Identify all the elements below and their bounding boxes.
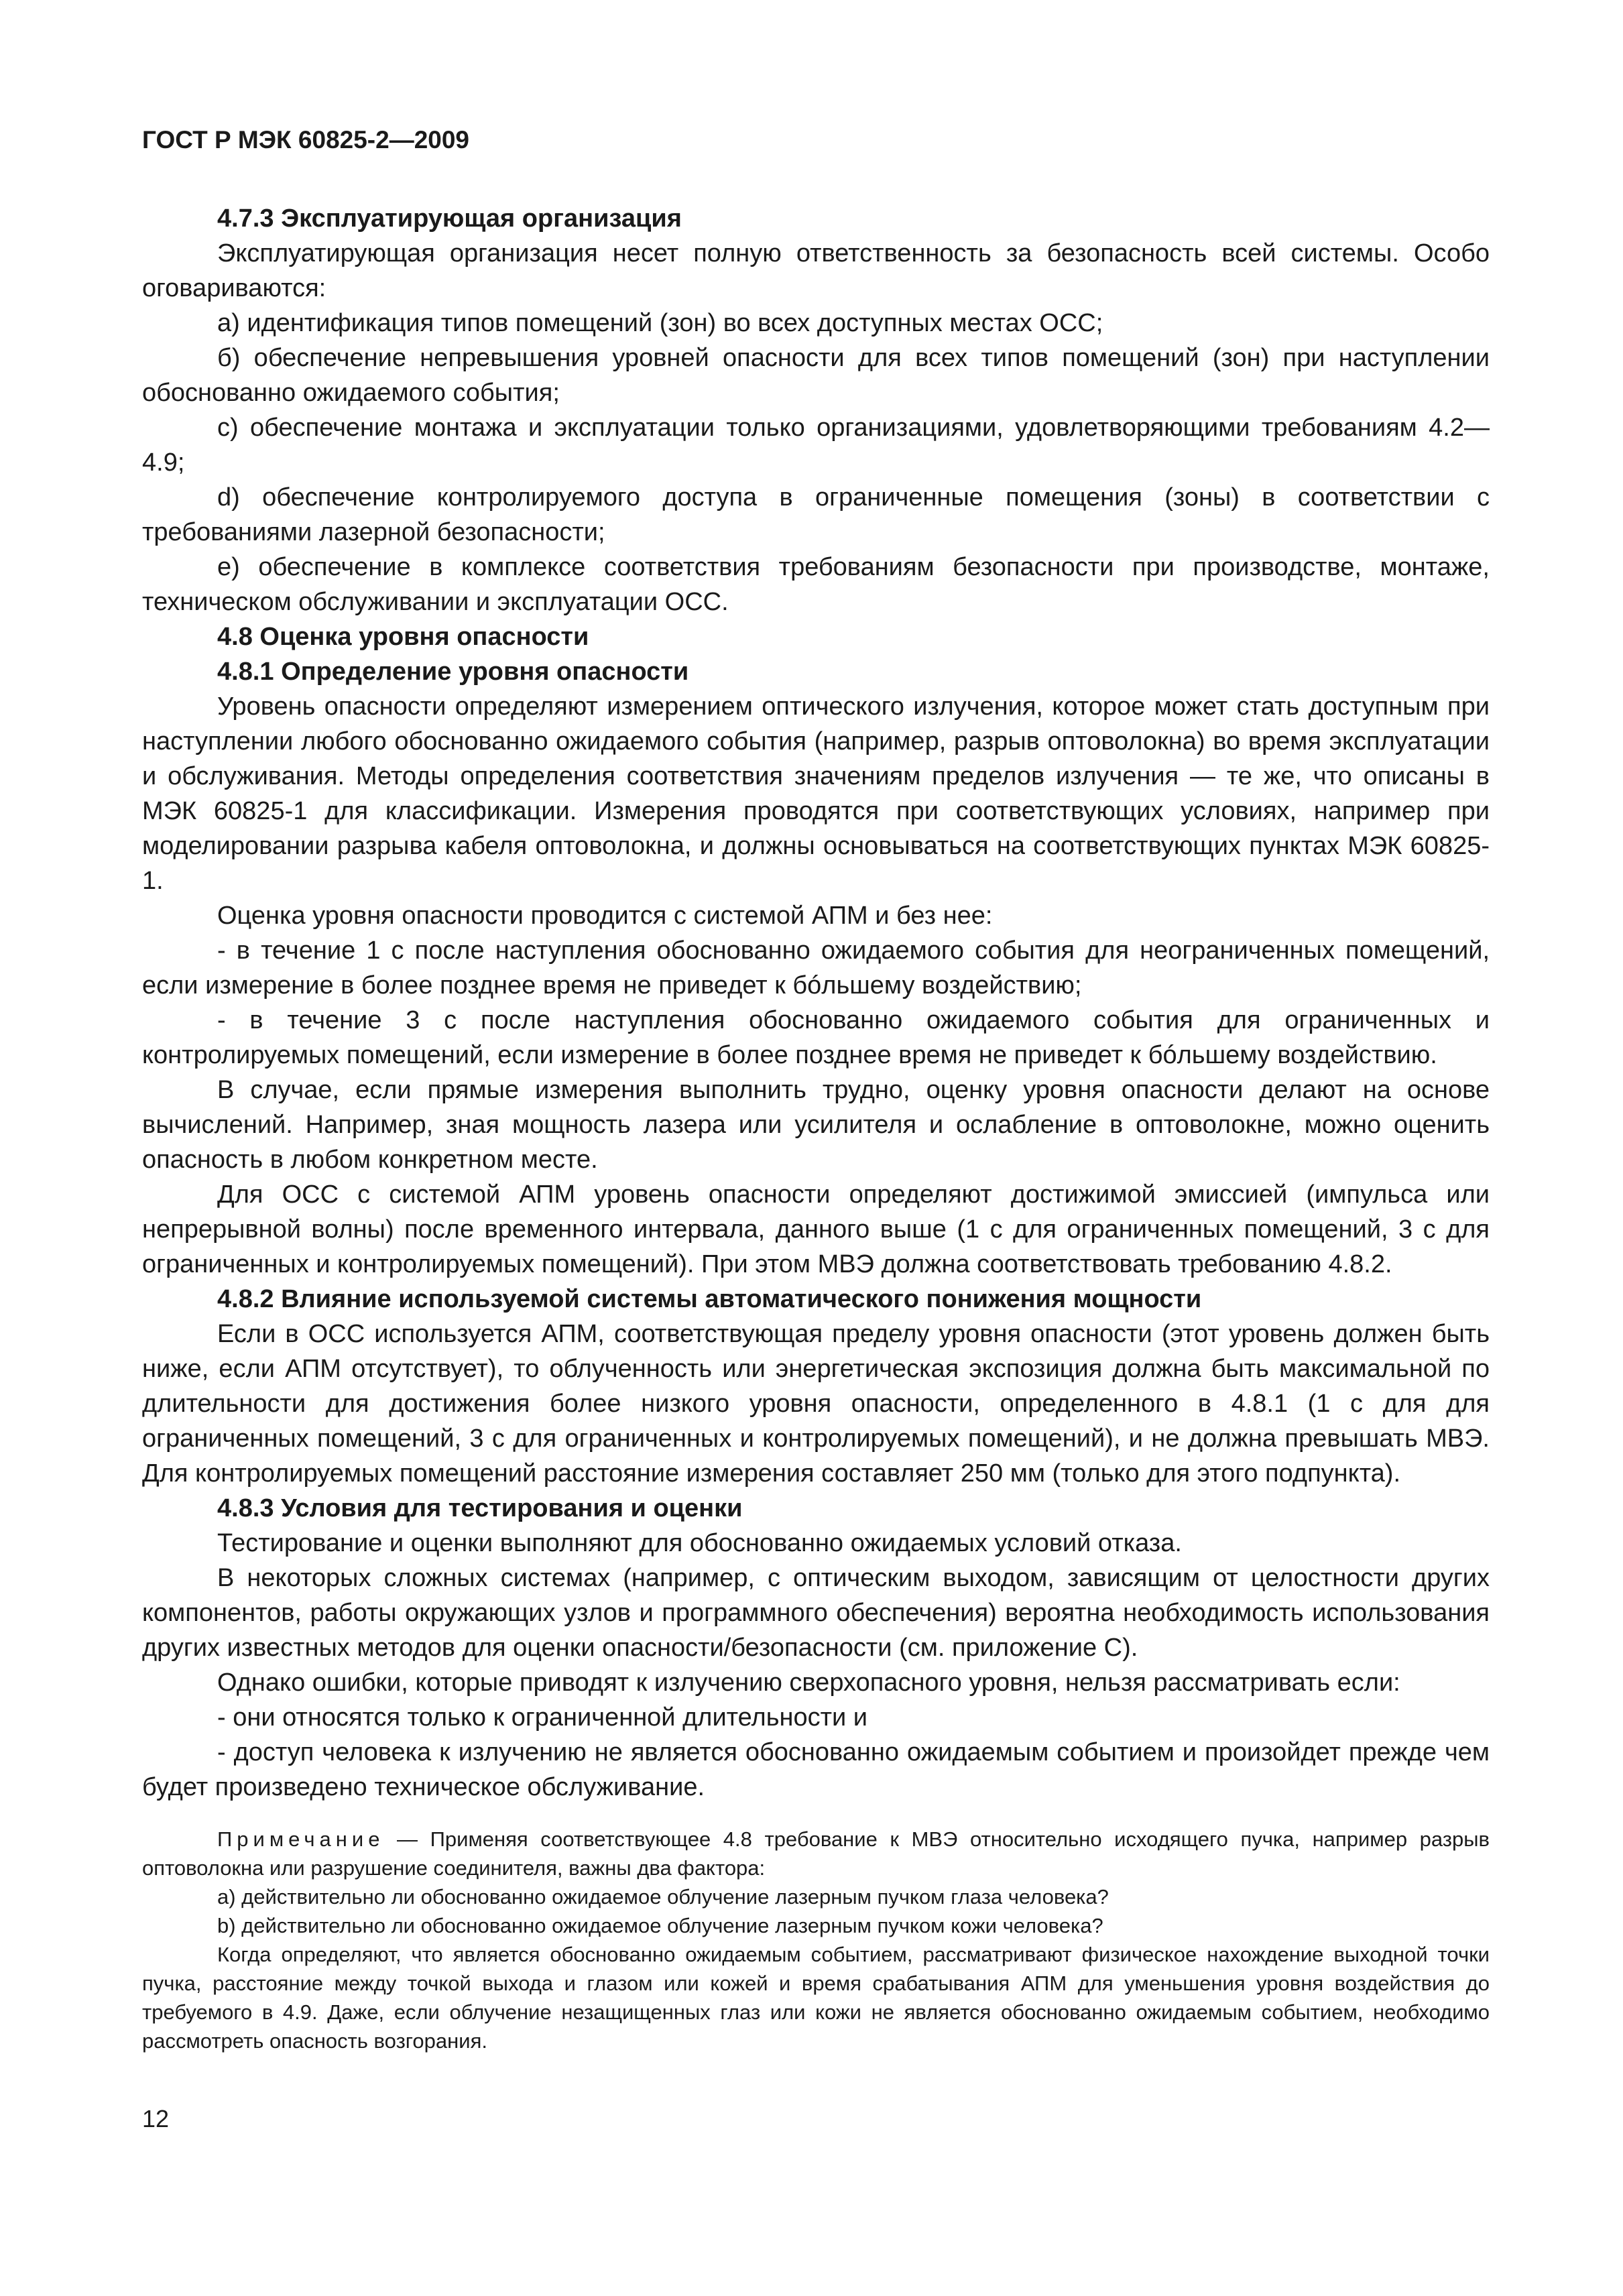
document-header: ГОСТ Р МЭК 60825-2—2009	[142, 126, 470, 154]
paragraph: б) обеспечение непревышения уровней опасности для всех типов помещений (зон) при наступлении обоснованно ожидаемого события;	[142, 344, 1490, 407]
paragraph: Оценка уровня опасности проводится с системой АПМ и без нее:	[217, 902, 993, 930]
paragraph: Тестирование и оценки выполняют для обоснованно ожидаемых условий отказа.	[217, 1529, 1182, 1557]
paragraph: c) обеспечение монтажа и эксплуатации только организациями, удовлетворяющими требованиям 4.2—4.9;	[142, 414, 1490, 477]
paragraph: - доступ человека к излучению не является обоснованно ожидаемым событием и произойдет прежде чем будет произведено техническое обслуживание.	[142, 1738, 1490, 1801]
paragraph: - в течение 1 с после наступления обоснованно ожидаемого события для неограниченных помещений, если измерение в более позднее время не приведет к бóльшему воздействию;	[142, 936, 1490, 1000]
page-number: 12	[142, 2105, 170, 2132]
paragraph: В некоторых сложных системах (например, с оптическим выходом, зависящим от целостности других компонентов, работы окружающих узлов и программного обеспечения) вероятна необходимость использования других известных методов для оценки опасности/безопасности (см. приложение С).	[142, 1564, 1490, 1662]
note-item: а) действительно ли обоснованно ожидаемое облучение лазерным пучком глаза человека?	[217, 1885, 1109, 1909]
section-heading: 4.8.2 Влияние используемой системы автоматического понижения мощности	[217, 1285, 1202, 1313]
text-blocks	[142, 201, 1490, 1805]
paragraph: Эксплуатирующая организация несет полную ответственность за безопасность всей системы. Особо оговариваются:	[142, 239, 1490, 302]
document-body	[142, 201, 1490, 2055]
note-label: Примечание	[217, 1827, 385, 1851]
paragraph: d) обеспечение контролируемого доступа в ограниченные помещения (зоны) в соответствии с требованиями лазерной безопасности;	[142, 483, 1490, 546]
note-lead-paragraph	[142, 1825, 1490, 1882]
note-item: Когда определяют, что является обоснованно ожидаемым событием, рассматривают физическое нахождение выходной точки пучка, расстояние между точкой выхода и глазом или кожей и время срабатывания АПМ для уменьшения уровня воздействия до требуемого в 4.9. Даже, если облучение незащищенных глаз или кожи не является обоснованно ожидаемым событием, необходимо рассмотреть опасность возгорания.	[142, 1943, 1490, 2053]
paragraph: Уровень опасности определяют измерением оптического излучения, которое может стать доступным при наступлении любого обоснованно ожидаемого события (например, разрыв оптоволокна) во время эксплуатации и обслуживания. Методы определения соответствия значениям пределов излучения — те же, что описаны в МЭК 60825-1 для классификации. Измерения проводятся при соответствующих условиях, например при моделировании разрыва кабеля оптоволокна, и должны основываться на соответствующих пунктах МЭК 60825-1.	[142, 692, 1490, 895]
paragraph: В случае, если прямые измерения выполнить трудно, оценку уровня опасности делают на основе вычислений. Например, зная мощность лазера или усилителя и ослабление в оптоволокне, можно оценить опасность в любом конкретном месте.	[142, 1076, 1490, 1174]
paragraph: a) идентификация типов помещений (зон) во всех доступных местах ОСС;	[217, 309, 1103, 337]
note-item: b) действительно ли обоснованно ожидаемое облучение лазерным пучком кожи человека?	[217, 1914, 1103, 1937]
section-heading: 4.8 Оценка уровня опасности	[217, 623, 589, 651]
section-heading: 4.8.1 Определение уровня опасности	[217, 658, 689, 686]
paragraph: Однако ошибки, которые приводят к излучению сверхопасного уровня, нельзя рассматривать если:	[217, 1669, 1400, 1697]
section-heading: 4.8.3 Условия для тестирования и оценки	[217, 1494, 743, 1522]
note-lead: — Применяя соответствующее 4.8 требование к МВЭ относительно исходящего пучка, например разрыв оптоволокна или разрушение соединителя, важны два фактора:	[142, 1827, 1490, 1880]
section-heading: 4.7.3 Эксплуатирующая организация	[217, 204, 682, 233]
paragraph: e) обеспечение в комплексе соответствия требованиям безопасности при производстве, монтаже, техническом обслуживании и эксплуатации ОСС.	[142, 553, 1490, 616]
paragraph: - они относятся только к ограниченной длительности и	[217, 1703, 868, 1732]
paragraph: Если в ОСС используется АПМ, соответствующая пределу уровня опасности (этот уровень должен быть ниже, если АПМ отсутствует), то облученность или энергетическая экспозиция должна быть максимальной по длительности для достижения более низкого уровня опасности, определенного в 4.8.1 (1 с для для ограниченных помещений, 3 с для ограниченных и контролируемых помещений), и не должна превышать МВЭ. Для контролируемых помещений расстояние измерения составляет 250 мм (только для этого подпункта).	[142, 1320, 1490, 1488]
paragraph: - в течение 3 с после наступления обоснованно ожидаемого события для ограниченных и контролируемых помещений, если измерение в более позднее время не приведет к бóльшему воздействию.	[142, 1006, 1490, 1069]
paragraph: Для ОСС с системой АПМ уровень опасности определяют достижимой эмиссией (импульса или непрерывной волны) после временного интервала, данного выше (1 с для ограниченных помещений, 3 с для ограниченных и контролируемых помещений). При этом МВЭ должна соответствовать требованию 4.8.2.	[142, 1181, 1490, 1278]
note-block	[142, 1825, 1490, 2055]
